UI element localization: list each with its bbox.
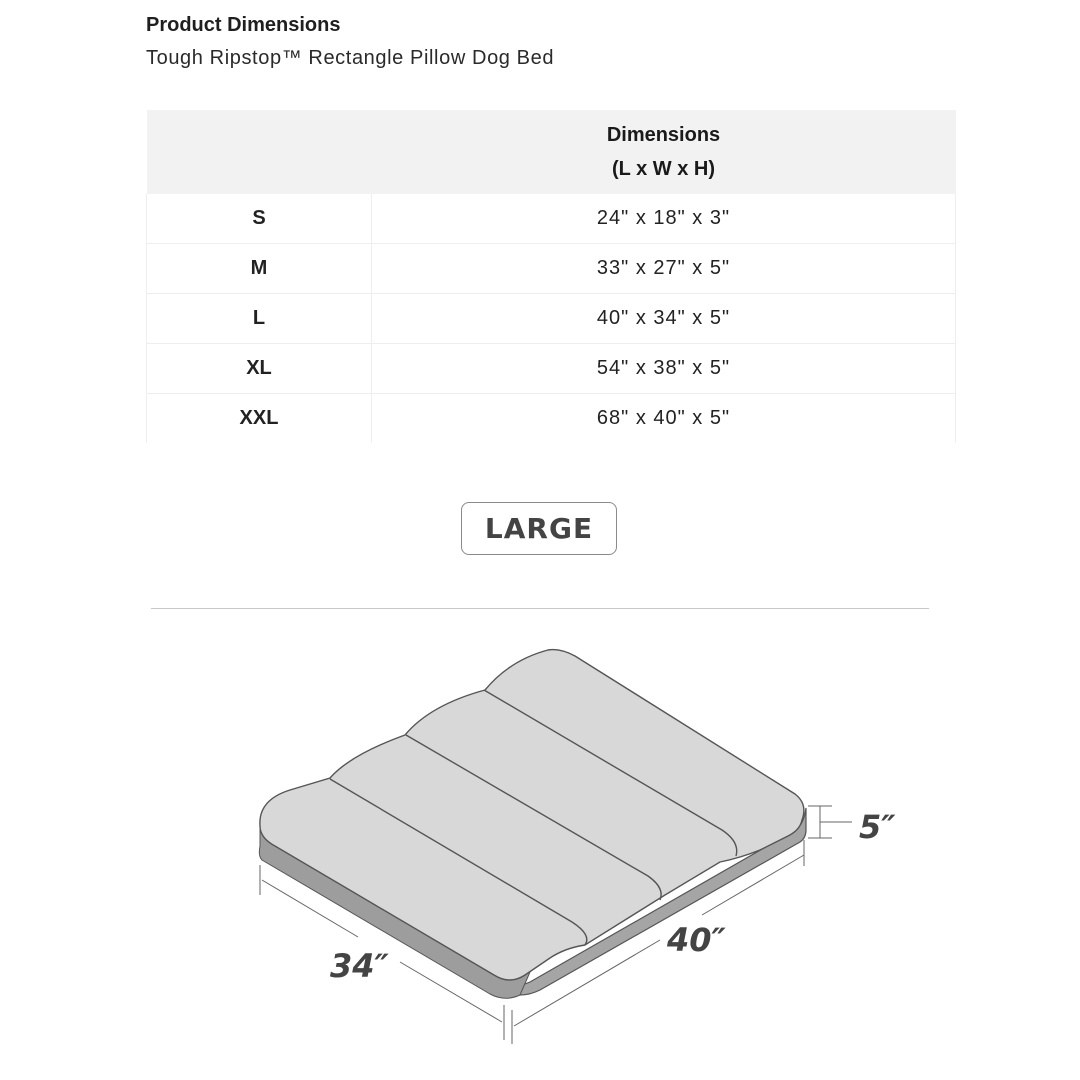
section-title: Product Dimensions: [146, 14, 341, 36]
size-cell: XXL: [147, 394, 372, 444]
width-label: 34″: [330, 947, 389, 985]
size-cell: S: [147, 194, 372, 244]
height-label: 5″: [859, 808, 896, 846]
dimension-cell: 24" x 18" x 3": [372, 194, 956, 244]
size-badge: LARGE: [461, 502, 617, 555]
dimension-cell: 40" x 34" x 5": [372, 294, 956, 344]
dimension-cell: 54" x 38" x 5": [372, 344, 956, 394]
length-label: 40″: [667, 921, 726, 959]
dimension-cell: 33" x 27" x 5": [372, 244, 956, 294]
dimensions-header-line1: Dimensions: [606, 124, 721, 146]
dimensions-header-line2: (L x W x H): [612, 158, 715, 180]
size-cell: XL: [147, 344, 372, 394]
size-cell: M: [147, 244, 372, 294]
product-name: Tough Ripstop™ Rectangle Pillow Dog Bed: [146, 47, 555, 69]
dimension-cell: 68" x 40" x 5": [372, 394, 956, 444]
size-cell: L: [147, 294, 372, 344]
